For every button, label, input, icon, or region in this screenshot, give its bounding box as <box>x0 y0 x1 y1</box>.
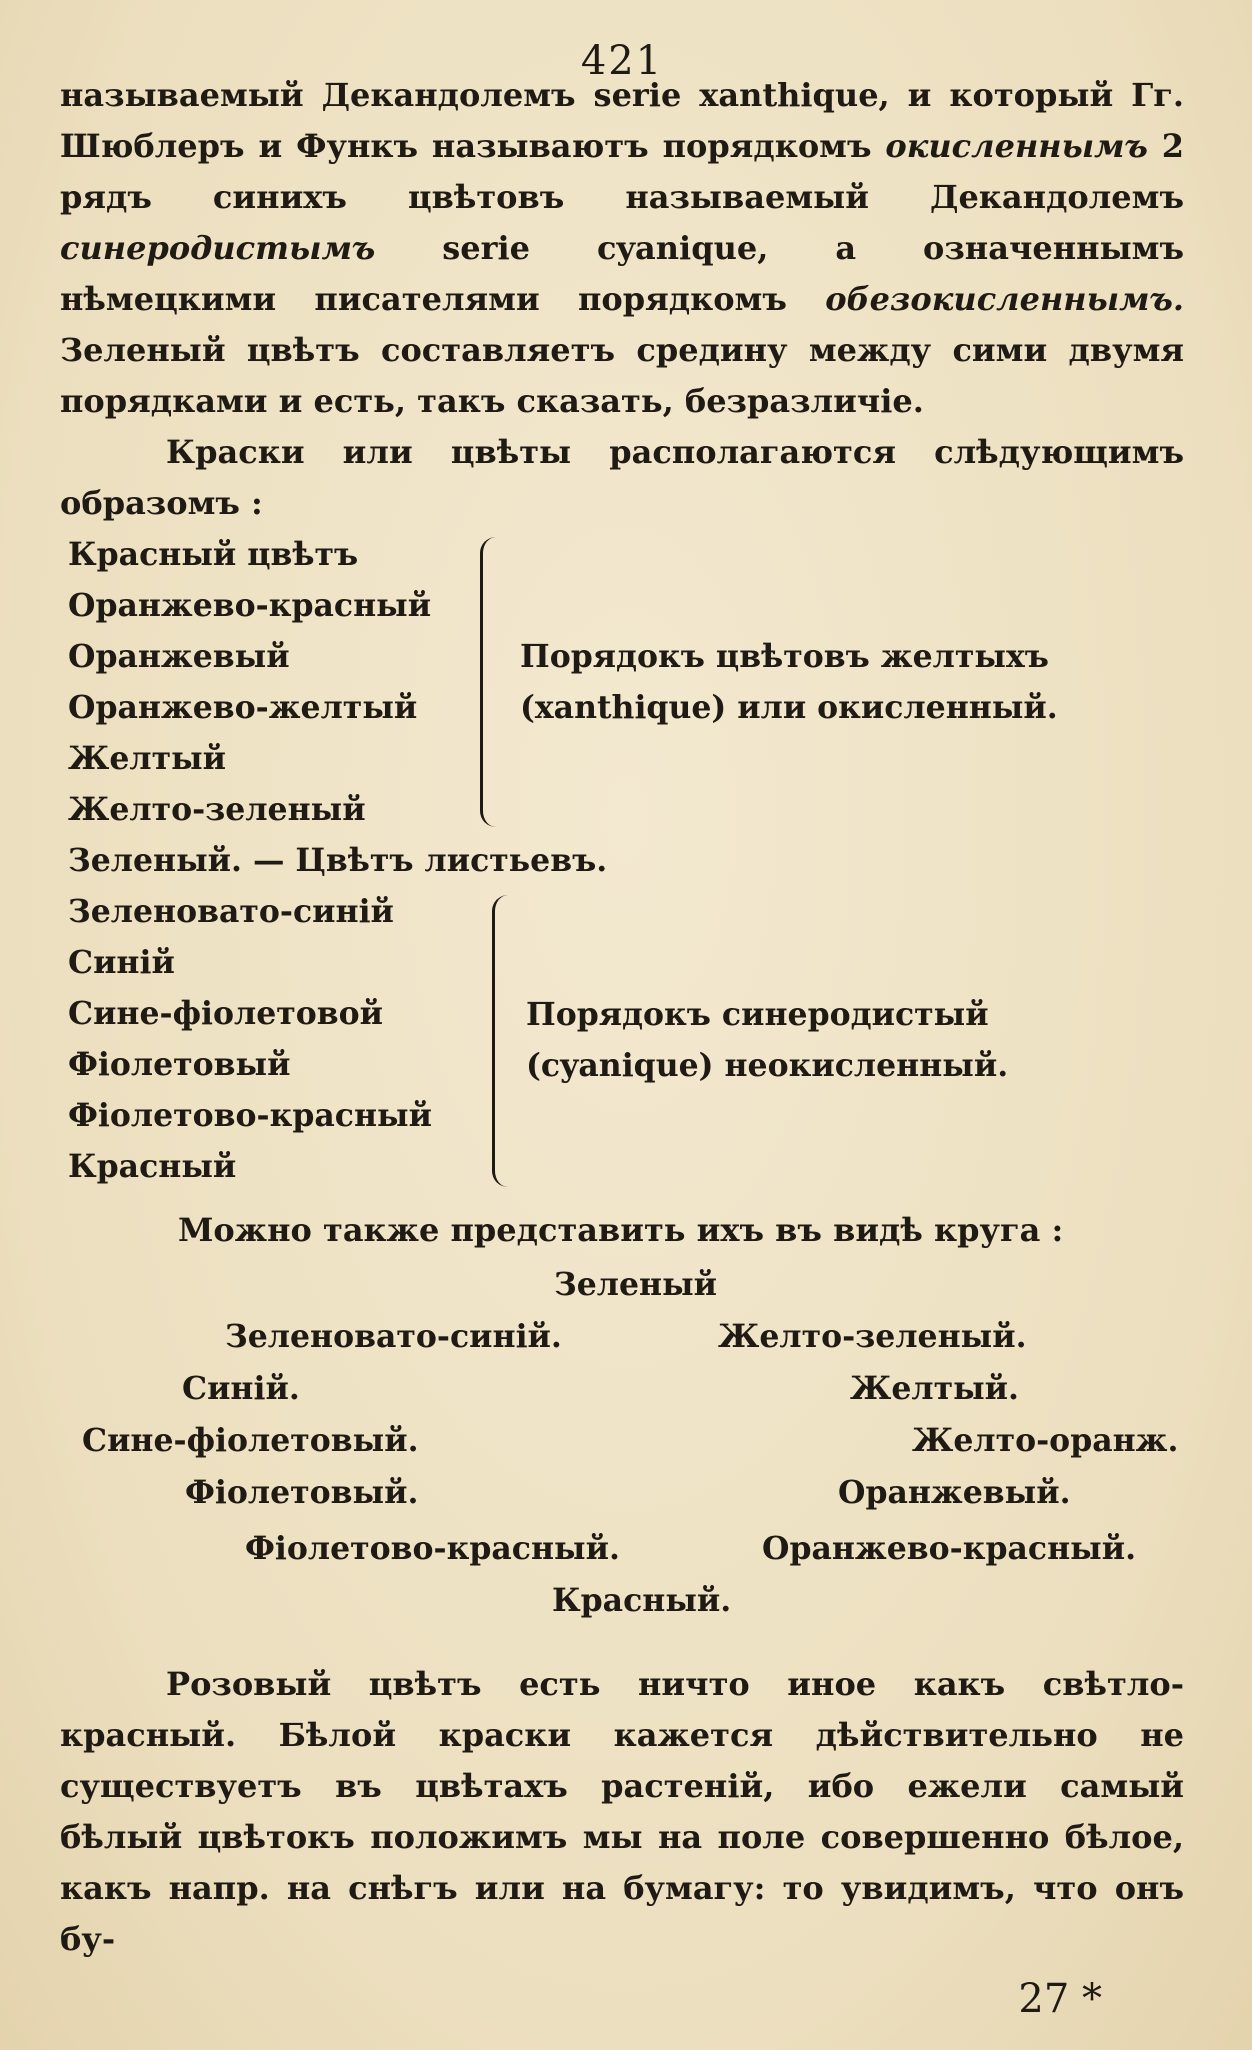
circle-left-5: Фiолетово-красный. <box>245 1530 620 1567</box>
para1-text-1: называемый Декандолемъ serie xanthique, и который Гг. Шюблеръ и Функъ называютъ порядкомъ <box>60 76 1184 165</box>
circle-left-1: Зеленовато-синiй. <box>225 1318 562 1355</box>
circle-intro: Можно также представить ихъ въ видѣ круга : <box>178 1211 1064 1249</box>
circle-red: Красный. <box>552 1582 732 1619</box>
list-item: Оранжево-красный <box>68 587 432 624</box>
para1-text-2: 2 рядъ синихъ цвѣтовъ называемый Декандолемъ <box>60 127 1184 216</box>
list-item: Оранжевый <box>68 638 290 675</box>
circle-right-1: Желто-зеленый. <box>718 1318 1027 1355</box>
circle-right-5: Оранжево-красный. <box>762 1530 1137 1567</box>
color-lists <box>60 529 1184 1539</box>
list-item: Сине-фiолетовой <box>68 995 384 1032</box>
circle-left-2: Синiй. <box>182 1370 300 1407</box>
circle-right-3: Желто-оранж. <box>912 1422 1179 1459</box>
list-item: Желтый <box>68 740 227 777</box>
circle-left-4: Фiолетовый. <box>185 1474 419 1511</box>
list-item: Оранжево-желтый <box>68 689 418 726</box>
circle-right-4: Оранжевый. <box>838 1474 1071 1511</box>
list-item: Фiолетовый <box>68 1046 291 1083</box>
list-item: Красный <box>68 1148 237 1185</box>
circle-bottom-block <box>60 1530 1184 1659</box>
cyanic-list <box>68 886 432 1192</box>
signature-mark: 27 * <box>1018 1976 1102 2022</box>
brace-cyanic <box>492 895 521 1187</box>
term-oxidized: окисленнымъ <box>885 127 1148 165</box>
green-leaf-line: Зеленый. — Цвѣтъ листьевъ. <box>68 842 608 879</box>
list-item: Желто-зеленый <box>68 791 366 828</box>
circle-left-3: Сине-фiолетовый. <box>82 1422 419 1459</box>
circle-right-2: Желтый. <box>850 1370 1020 1407</box>
paragraph-rose-white: Розовый цвѣтъ есть ничто иное какъ свѣтло-красный. Бѣлой краски кажется дѣйствительно не существуетъ въ цвѣтахъ растенiй, ибо ежели самый бѣлый цвѣтокъ положимъ мы на поле совершенно бѣлое, какъ напр. на снѣгъ или на бумагу: то увидимъ, что онъ бу- <box>60 1665 1184 1958</box>
para1-text-3: serie cyanique, а означеннымъ нѣмецкими писателями порядкомъ <box>60 229 1184 318</box>
list-item: Синiй <box>68 944 175 981</box>
brace-xanthic <box>480 537 509 827</box>
paragraph-series-description <box>60 70 1184 427</box>
term-deoxidized: обезокисленнымъ. <box>825 280 1184 318</box>
xanthic-note: Порядокъ цвѣтовъ желтыхъ (xanthique) или окисленный. <box>520 638 1058 726</box>
term-cyanic: синеродистымъ <box>60 229 376 267</box>
list-item: Красный цвѣтъ <box>68 536 359 573</box>
paragraph-arrangement-intro: Краски или цвѣты располагаются слѣдующимъ образомъ : <box>60 433 1184 522</box>
circle-green: Зеленый <box>554 1266 718 1303</box>
list-item: Зеленовато-синiй <box>68 893 394 930</box>
page-number: 421 <box>580 38 664 84</box>
cyanic-note: Порядокъ синеродистый (cyanique) неокисленный. <box>526 996 1009 1084</box>
xanthic-list <box>68 529 431 835</box>
list-item: Фiолетово-красный <box>68 1097 432 1134</box>
para1-text-4: Зеленый цвѣтъ составляетъ средину между сими двумя порядками и есть, такъ сказать, безразличiе. <box>60 331 1184 420</box>
